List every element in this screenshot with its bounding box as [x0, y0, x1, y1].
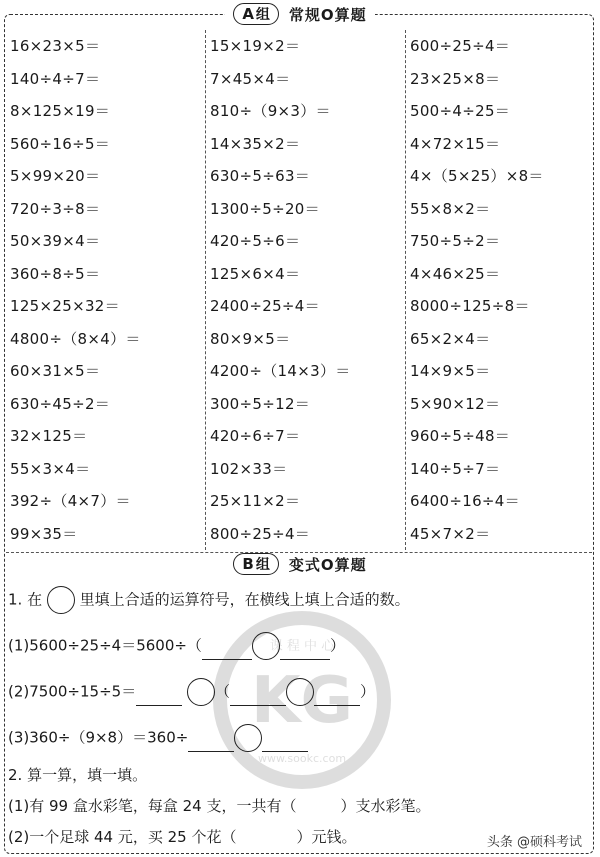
problem-column-1	[6, 30, 206, 550]
answer-blank[interactable]	[230, 687, 286, 706]
operator-circle[interactable]	[47, 586, 75, 614]
q2-2: (2)一个足球 44 元，买 25 个花（ ）元钱。	[8, 828, 357, 846]
arithmetic-problem: 392÷（4×7）＝	[10, 492, 131, 510]
arithmetic-problem: 14×35×2＝	[210, 134, 301, 153]
arithmetic-problem: 65×2×4＝	[410, 329, 491, 348]
problem-column-2	[206, 30, 406, 550]
group-a-badge: A 组	[233, 3, 279, 25]
arithmetic-problem: 60×31×5＝	[10, 362, 101, 380]
arithmetic-problem: 630÷45÷2＝	[10, 394, 111, 413]
answer-blank[interactable]	[136, 687, 182, 706]
arithmetic-problem: 6400÷16÷4＝	[410, 492, 520, 510]
arithmetic-problem: 4800÷（8×4）＝	[10, 329, 141, 348]
source-credit: 头条 @硕科考试	[483, 830, 586, 851]
arithmetic-problem: 140÷4÷7＝	[10, 69, 101, 88]
arithmetic-problem: 140÷5÷7＝	[410, 459, 501, 478]
group-a-header	[0, 2, 600, 26]
arithmetic-problem: 420÷5÷6＝	[210, 232, 301, 250]
arithmetic-problem: 560÷16÷5＝	[10, 134, 111, 153]
q2-title: 2. 算一算，填一填。	[8, 766, 148, 784]
problem-column-3	[406, 30, 592, 550]
arithmetic-problem: 630÷5÷63＝	[210, 167, 311, 185]
arithmetic-problem: 55×8×2＝	[410, 199, 491, 218]
operator-circle[interactable]	[286, 678, 314, 706]
arithmetic-problem: 50×39×4＝	[10, 232, 101, 250]
arithmetic-problem: 32×125＝	[10, 427, 88, 445]
q1-1: (1)5600÷25÷4＝5600÷（ ）	[8, 632, 345, 660]
arithmetic-problem: 16×23×5＝	[10, 37, 101, 55]
arithmetic-problem: 360÷8÷5＝	[10, 264, 101, 283]
arithmetic-problem: 800÷25÷4＝	[210, 524, 311, 543]
q2-1: (1)有 99 盒水彩笔，每盒 24 支，一共有（ ）支水彩笔。	[8, 797, 431, 815]
q1-3: (3)360÷（9×8）＝360÷	[8, 724, 308, 752]
arithmetic-problem: 8000÷125÷8＝	[410, 297, 530, 315]
q1-instruction: 1. 在 里填上合适的运算符号，在横线上填上合适的数。	[8, 586, 410, 614]
arithmetic-problem: 125×25×32＝	[10, 297, 120, 315]
arithmetic-problem: 420÷6÷7＝	[210, 427, 301, 445]
arithmetic-problem: 102×33＝	[210, 459, 288, 478]
operator-circle[interactable]	[187, 678, 215, 706]
svg-text:课 程 中 心: 课 程 中 心	[269, 639, 335, 654]
operator-circle[interactable]	[252, 632, 280, 660]
arithmetic-problem: 300÷5÷12＝	[210, 394, 311, 413]
arithmetic-problem: 1300÷5÷20＝	[210, 199, 320, 218]
arithmetic-problem: 4×46×25＝	[410, 264, 501, 283]
arithmetic-problem: 55×3×4＝	[10, 459, 91, 478]
arithmetic-problem: 7×45×4＝	[210, 69, 291, 88]
arithmetic-problem: 600÷25÷4＝	[410, 37, 511, 55]
arithmetic-problem: 25×11×2＝	[210, 492, 301, 510]
arithmetic-problem: 15×19×2＝	[210, 37, 301, 55]
arithmetic-problem: 45×7×2＝	[410, 524, 491, 543]
group-a-title: 常规O算题	[288, 5, 367, 24]
arithmetic-problem: 500÷4÷25＝	[410, 102, 511, 120]
svg-text:www.sookc.com: www.sookc.com	[257, 752, 347, 765]
answer-blank[interactable]	[280, 641, 330, 660]
answer-blank[interactable]	[188, 733, 234, 752]
arithmetic-problem: 99×35＝	[10, 524, 78, 543]
q1-2: (2)7500÷15÷5＝ （ ）	[8, 678, 375, 706]
arithmetic-problem: 23×25×8＝	[410, 69, 501, 88]
arithmetic-problem: 8×125×19＝	[10, 102, 111, 120]
arithmetic-problem: 4200÷（14×3）＝	[210, 362, 351, 380]
group-a-problems	[6, 30, 592, 550]
arithmetic-problem: 5×90×12＝	[410, 394, 501, 413]
arithmetic-problem: 750÷5÷2＝	[410, 232, 501, 250]
arithmetic-problem: 5×99×20＝	[10, 167, 101, 185]
arithmetic-problem: 80×9×5＝	[210, 329, 291, 348]
answer-blank[interactable]	[314, 687, 360, 706]
group-b-badge: B 组	[233, 553, 278, 575]
answer-blank[interactable]	[202, 641, 252, 660]
arithmetic-problem: 960÷5÷48＝	[410, 427, 511, 445]
arithmetic-problem: 4×（5×25）×8＝	[410, 167, 544, 185]
group-b-header	[0, 552, 600, 576]
arithmetic-problem: 810÷（9×3）＝	[210, 102, 331, 120]
svg-text:KG: KG	[250, 664, 354, 738]
answer-blank[interactable]	[262, 733, 308, 752]
operator-circle[interactable]	[234, 724, 262, 752]
arithmetic-problem: 125×6×4＝	[210, 264, 301, 283]
group-b-title: 变式O算题	[288, 555, 367, 574]
arithmetic-problem: 720÷3÷8＝	[10, 199, 101, 218]
arithmetic-problem: 14×9×5＝	[410, 362, 491, 380]
arithmetic-problem: 4×72×15＝	[410, 134, 501, 153]
arithmetic-problem: 2400÷25÷4＝	[210, 297, 320, 315]
